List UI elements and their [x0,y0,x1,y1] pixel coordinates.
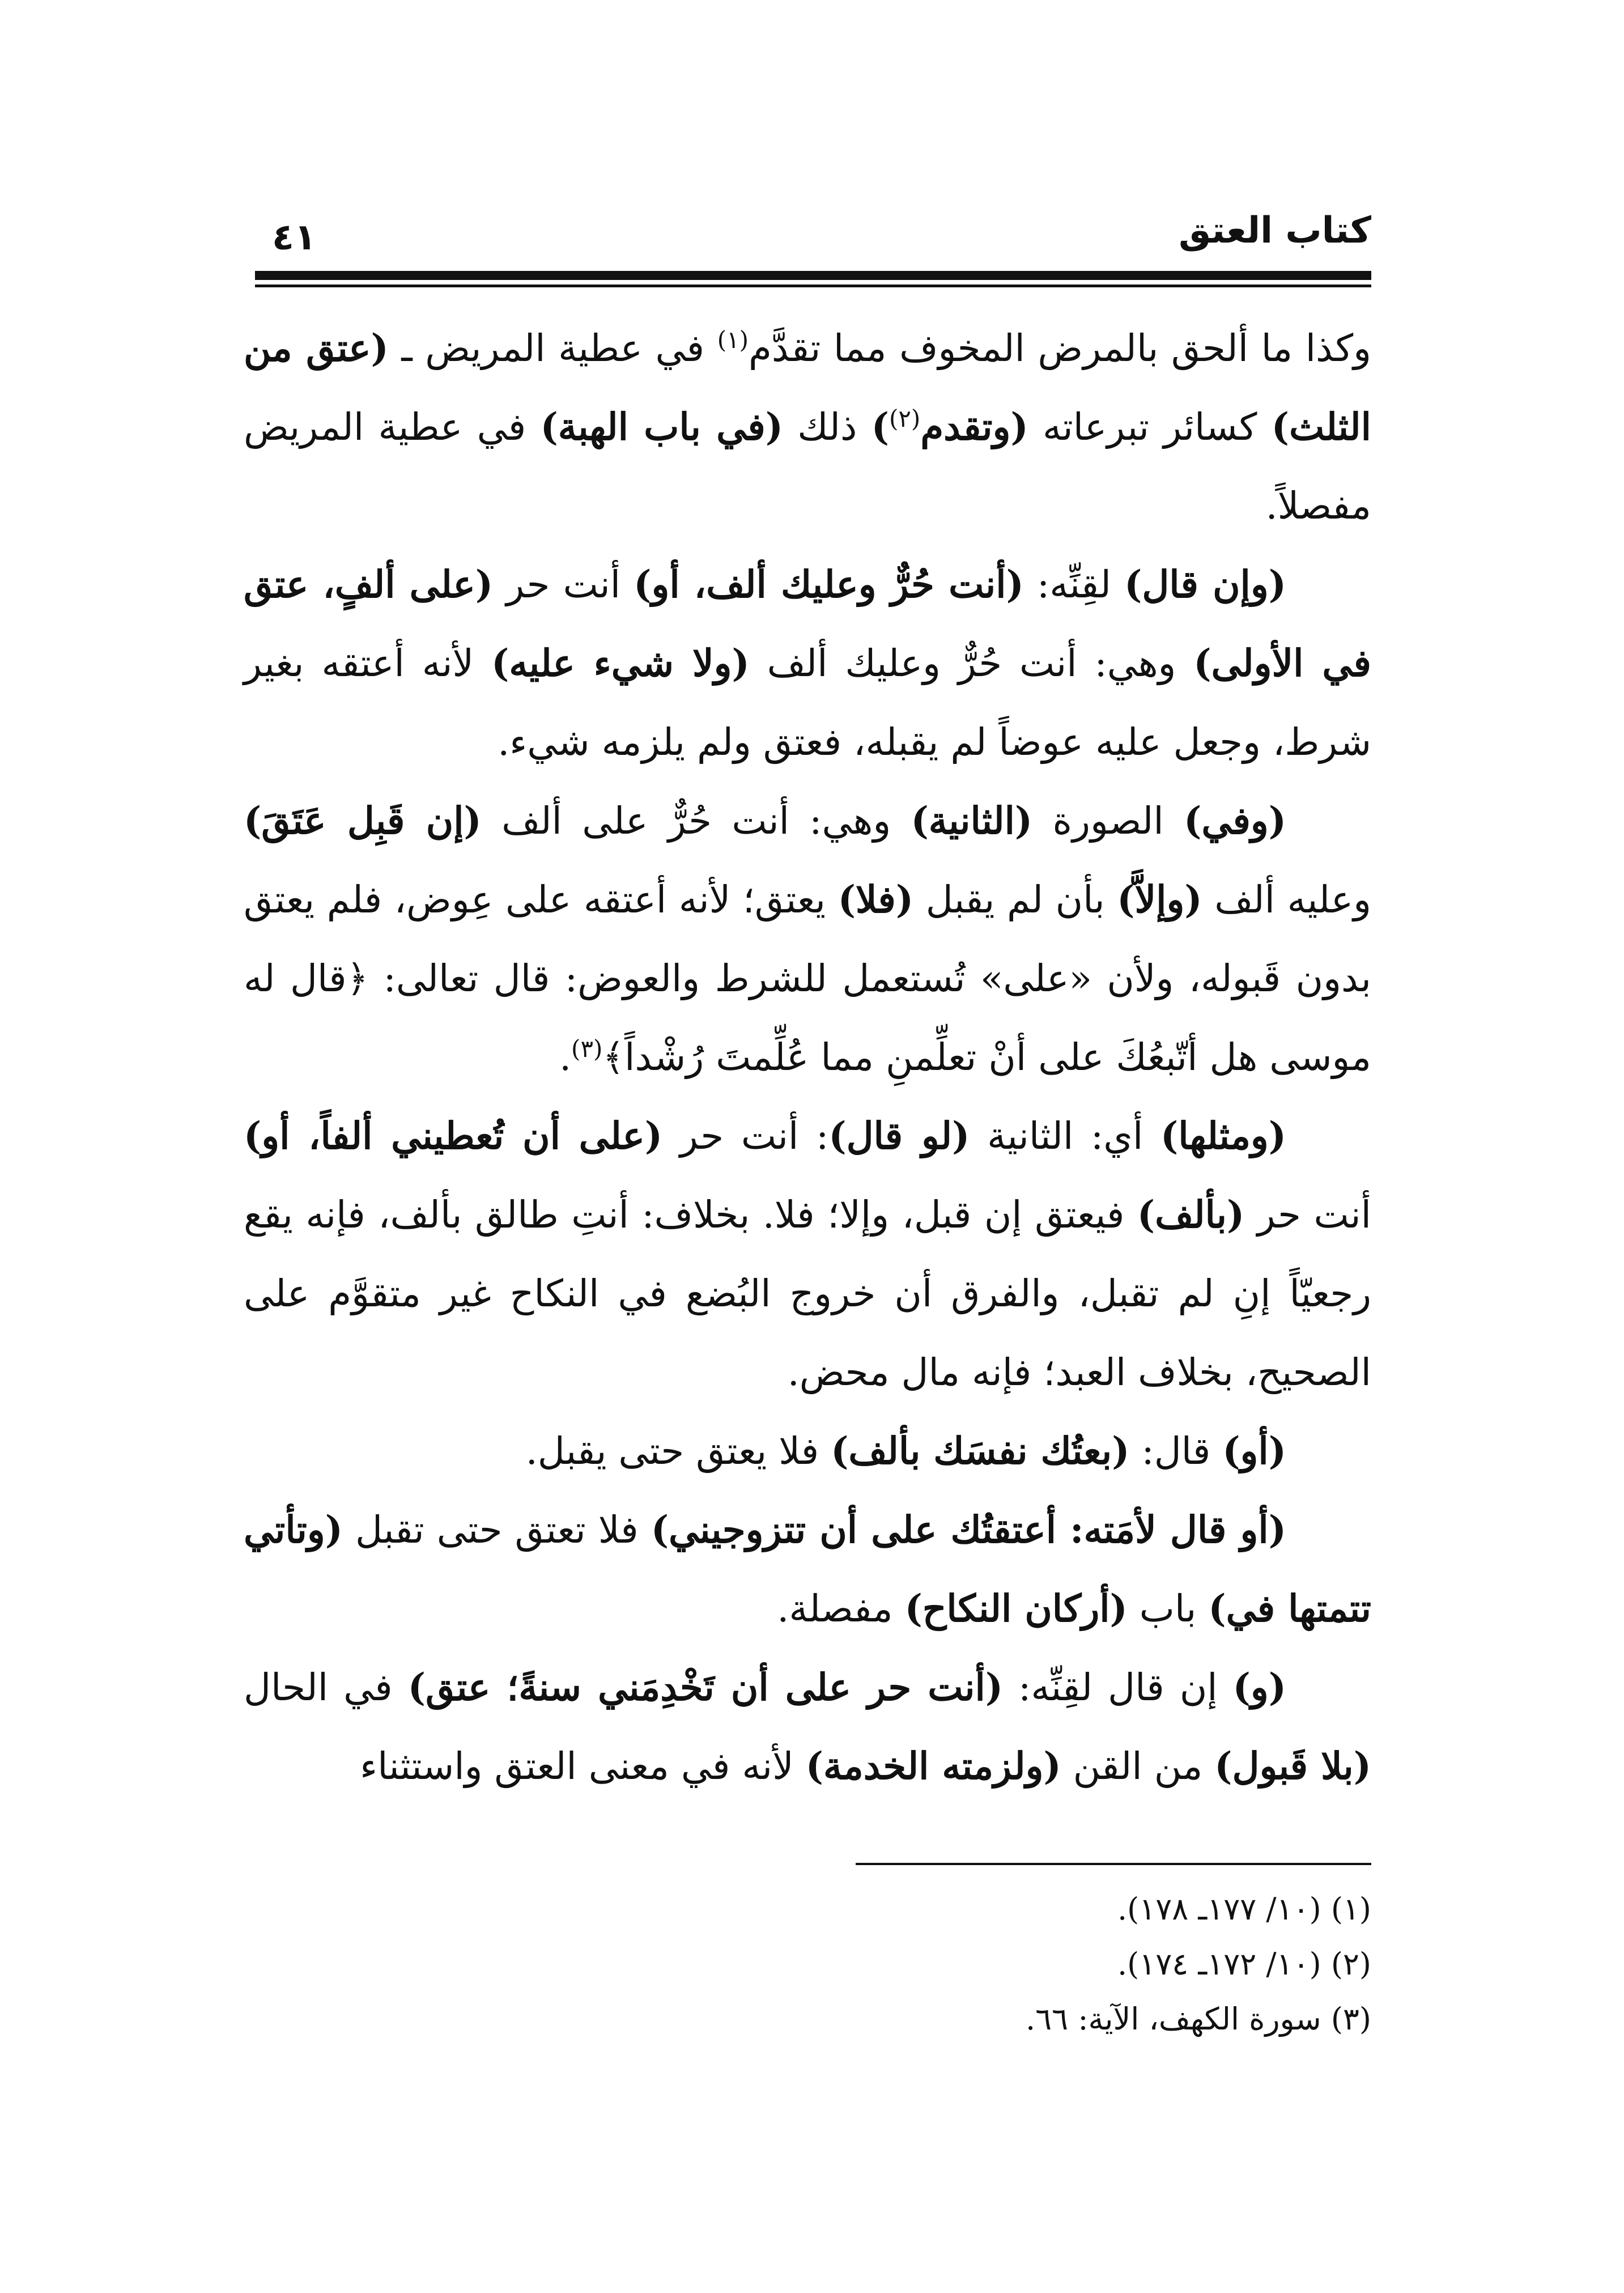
text-segment: لأنه أعتقه بغير شرط، وجعل عليه عوضاً لم يقبله، فعتق ولم يلزمه شيء. [244,642,1371,764]
running-header [255,204,1371,272]
text-segment: أنت حر [1244,1193,1371,1237]
footnotes [680,1882,1371,2046]
text-segment: يعتق؛ لأنه أعتقه على عِوض، فلم يعتق بدون قَبوله، ولأن «على» تُستعمل للشرط والعوض: قال تعالى: [244,878,1371,1000]
footnote-3: (٣) سورة الكهف، الآية: ٦٦. [1026,2001,1371,2037]
bold-text-segment: (ولا شيء عليه) [491,641,750,685]
text-segment: مفصلة. [777,1587,905,1630]
paragraph [244,309,1371,545]
header-rule-thin [255,284,1371,287]
text-segment: فيعتق إن قبل، وإلا؛ فلا. بخلاف: أنتِ طالق بألف، فإنه يقع رجعيّاً إنِ لم تقبل، والفرق أن خروج البُضع في النكاح غير متقوَّم على الصحيح، بخلاف العبد؛ فإنه مال محض. [244,1193,1372,1394]
text-segment: فلا تعتق حتى تقبل [342,1508,651,1552]
bold-text-segment: (إن قَبِل عَتَقَ) [244,799,482,843]
bold-text-segment: (فلا) [837,877,914,922]
bold-text-segment: (وإن قال) [1124,562,1286,606]
text-segment: بأن لم يقبل [913,878,1117,922]
paragraph [244,1097,1371,1412]
text-segment: ﴿قال له موسى هل أتّبعُكَ على أنْ تعلِّمنِ مما عُلِّمتَ رُشْداً﴾ [244,957,1371,1079]
text-segment: في عطية المريض مفصلاً. [244,405,1371,528]
text-segment: ذلك [783,405,871,449]
bold-text-segment: (أركان النكاح) [904,1586,1128,1630]
bold-text-segment: (أو قال لأمَته: أعتقتُك على أن تتزوجيني) [651,1508,1286,1552]
bold-text-segment: (أو) [1222,1429,1286,1473]
text-segment: وهي: أنت حُرٌّ على ألف [481,799,911,843]
text-segment: في عطية المريض ـ [388,326,717,370]
footnote-2: (٢) (١٠/ ١٧٢ـ ١٧٤). [1117,1946,1371,1982]
paragraph [244,782,1371,1097]
bold-text-segment: (أنت حر على أن تَخْدِمَني سنةً؛ عتق) [407,1665,1004,1709]
footnote-separator [856,1863,1371,1865]
paragraph [244,1491,1371,1648]
footnote-ref: (٣) [571,1035,603,1063]
text-segment: إن قال لقِنِّه: [1003,1666,1233,1709]
text-segment: قال: [1129,1429,1223,1473]
paragraph [244,545,1371,782]
footnote-1: (١) (١٠/ ١٧٧ـ ١٧٨). [1117,1891,1371,1927]
bold-text-segment: (وإلاَّ) [1117,877,1202,922]
footnote-ref: (١) [717,326,749,354]
text-segment: فلا يعتق حتى يقبل. [525,1429,831,1473]
bold-text-segment: (وتأتي تتمتها في) [244,1508,1371,1630]
text-segment: من القن [1061,1744,1215,1788]
page-number: ٤١ [272,216,317,258]
bold-text-segment: (الثانية) [911,799,1033,843]
bold-text-segment: (بعتُك نفسَك بألف) [831,1429,1130,1473]
bold-text-segment: (و) [1232,1665,1286,1709]
text-segment: أي: الثانية [970,1114,1161,1158]
text-segment: لقِنِّه: [1023,563,1125,606]
text-segment: في الحال [244,1666,408,1709]
bold-text-segment: (على ألفٍ، عتق في الأولى) [244,562,1371,685]
text-segment: وكذا ما ألحق بالمرض المخوف مما تقدَّم [749,326,1371,370]
bold-text-segment: (وفي) [1184,799,1286,843]
text-segment: . [559,1035,572,1079]
bold-text-segment: (على أن تُعطيني ألفاً، أو) [244,1114,663,1158]
bold-text-segment: ) [871,405,889,449]
bold-text-segment: (لو قال) [828,1114,970,1158]
text-segment: باب [1127,1587,1209,1630]
paragraph [244,1412,1371,1491]
footnote-ref: (٢) [888,405,921,432]
text-segment: : أنت حر [662,1114,829,1158]
main-text [244,309,1371,1806]
text-segment: وعليه ألف [1202,878,1371,922]
text-segment: كسائر تبرعاته [1028,405,1272,449]
bold-text-segment: (بألف) [1137,1192,1245,1237]
text-segment: الصورة [1032,799,1184,843]
text-segment: لأنه في معنى العتق واستثناء [360,1744,806,1788]
bold-text-segment: (في باب الهبة) [540,405,783,449]
text-segment: وهي: أنت حُرٌّ وعليك ألف [749,642,1194,685]
bold-text-segment: (ولزمته الخدمة) [805,1744,1061,1788]
header-rule-thick [255,271,1371,280]
bold-text-segment: (وتقدم [920,405,1028,449]
bold-text-segment: (عتق من الثلث) [244,326,1371,449]
bold-text-segment: (ومثلها) [1160,1114,1287,1158]
bold-text-segment: (بلا قَبول) [1214,1744,1371,1788]
text-segment: أنت حر [493,563,634,606]
paragraph [244,1648,1371,1806]
chapter-title: كتاب العتق [1179,210,1371,252]
bold-text-segment: (أنت حُرٌّ وعليك ألف، أو) [634,562,1024,606]
